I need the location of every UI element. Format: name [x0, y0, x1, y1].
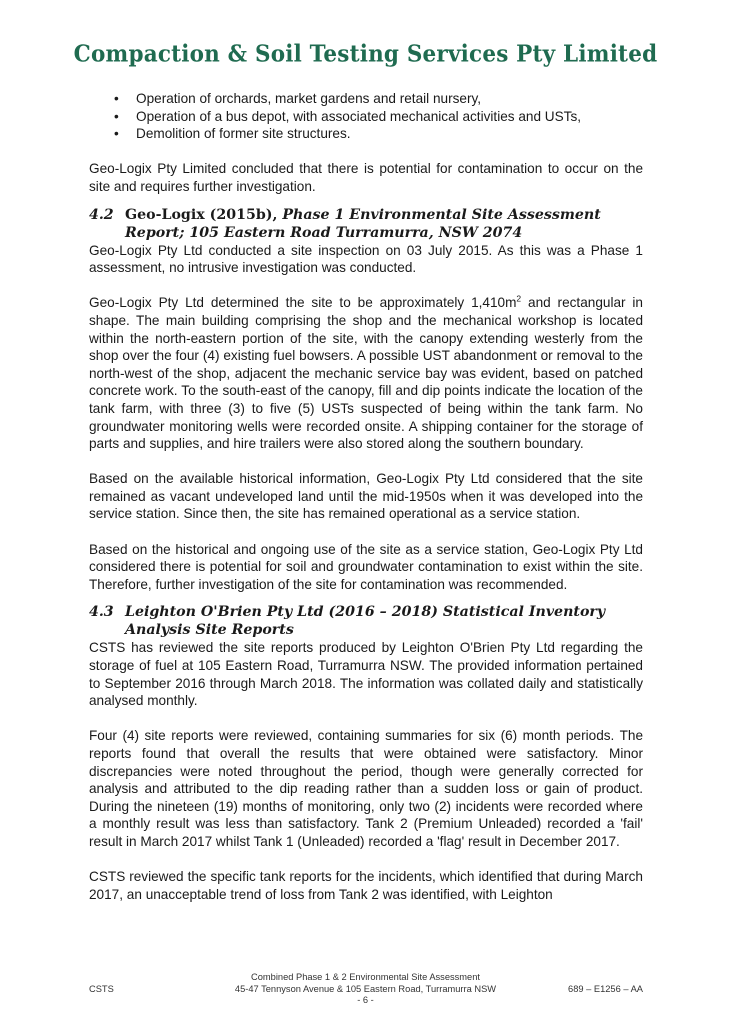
- section-title: Geo-Logix (2015b),: [125, 206, 283, 223]
- footer-report-title: Combined Phase 1 & 2 Environmental Site Assessment: [251, 972, 480, 982]
- section-4-3-paragraph-2: Four (4) site reports were reviewed, containing summaries for six (6) month periods. The reports found that overall the results that were obtained were satisfactory. Minor discrepancies were noted throughout the period, though were generally corrected for analysis and attributed to the dip reading rather than a sudden loss or gain of product. During the nineteen (19) months of monitoring, only two (2) incidents were recorded where a monthly result was less than satisfactory. Tank 2 (Premium Unleaded) recorded a 'fail' result in March 2017 whilst Tank 1 (Unleaded) recorded a 'flag' result in December 2017.: [89, 728, 643, 849]
- bullet-icon: •: [114, 108, 119, 124]
- intro-bullet-list: [89, 90, 643, 143]
- bullet-icon: •: [114, 126, 119, 142]
- section-4-2-paragraph-2: Geo-Logix Pty Ltd determined the site to be approximately $1,410m^2$ and rectangular in shape. The main building comprising the shop and the mechanical workshop is located within the north-eastern portion of the site, with the canopy extending westerly from the shop over the four (4) existing fuel bowsers. A possible UST abandonment or removal to the north-west of the shop, adjacent the mechanic service bay was evident, based on patched concrete work. To the south-east of the canopy, fill and dip points indicate the location of the tank farm, with three (3) to five (5) USTs suspected of being within the tank farm. No groundwater monitoring wells were recorded onsite. A shipping container for the storage of parts and supplies, and hire trailers were also stored along the southern boundary.: [89, 293, 643, 452]
- bullet-icon: •: [114, 91, 119, 106]
- section-number: 4.3: [89, 604, 114, 621]
- list-item: • Demolition of former site structures.: [114, 126, 351, 142]
- intro-conclusion-paragraph: Geo-Logix Pty Limited concluded that there is potential for contamination to occur on the site and requires further investigation.: [89, 161, 643, 194]
- section-4-2-paragraph-4: Based on the historical and ongoing use of the site as a service station, Geo-Logix Pty Ltd considered there is potential for soil and groundwater contamination to exist within the site. Therefore, further investigation of the site for contamination was recommended.: [89, 541, 643, 592]
- section-4-3-paragraph-1: CSTS has reviewed the site reports produced by Leighton O'Brien Pty Ltd regarding the storage of fuel at 105 Eastern Road, Turramurra NSW. The provided information pertained to September 2016 through March 2018. The information was collated daily and statistically analysed monthly.: [89, 640, 643, 709]
- section-4-2-paragraph-3: Based on the available historical information, Geo-Logix Pty Ltd considered that the site remained as vacant undeveloped land until the mid-1950s when it was developed into the service station. Since then, the site has remained operational as a service station.: [89, 471, 643, 522]
- section-title: Leighton O'Brien Pty Ltd (2016 – 2018) Statistical Inventory Analysis Site Reports: [125, 604, 606, 639]
- section-4-2-paragraph-1: Geo-Logix Pty Ltd conducted a site inspection on 03 July 2015. As this was a Phase 1 assessment, no intrusive investigation was conducted.: [89, 242, 643, 276]
- footer-site-address: 45-47 Tennyson Avenue & 105 Eastern Road, Turramurra NSW: [234, 983, 497, 994]
- section-number: 4.2: [89, 206, 114, 223]
- section-4-2-heading: [89, 206, 643, 242]
- list-item: • Operation of orchards, market gardens and retail nursery,: [114, 91, 482, 106]
- page-number: - 6 -: [357, 995, 374, 1005]
- section-4-3-paragraph-3: CSTS reviewed the specific tank reports for the incidents, which identified that during March 2017, an unacceptable trend of loss from Tank 2 was identified, with Leighton: [89, 869, 643, 902]
- section-4-3-heading: [89, 603, 643, 639]
- company-header: Compaction & Soil Testing Services Pty Limited: [73, 41, 658, 68]
- footer-report-number: 689 – E1256 – AA: [568, 983, 643, 994]
- document-body: [89, 90, 643, 903]
- footer-company-code: CSTS: [89, 983, 114, 994]
- section-title-italic: Phase 1 Environmental Site Assessment Report; 105 Eastern Road Turramurra, NSW 2074: [125, 206, 601, 241]
- list-item: • Operation of a bus depot, with associated mechanical activities and USTs,: [114, 108, 582, 124]
